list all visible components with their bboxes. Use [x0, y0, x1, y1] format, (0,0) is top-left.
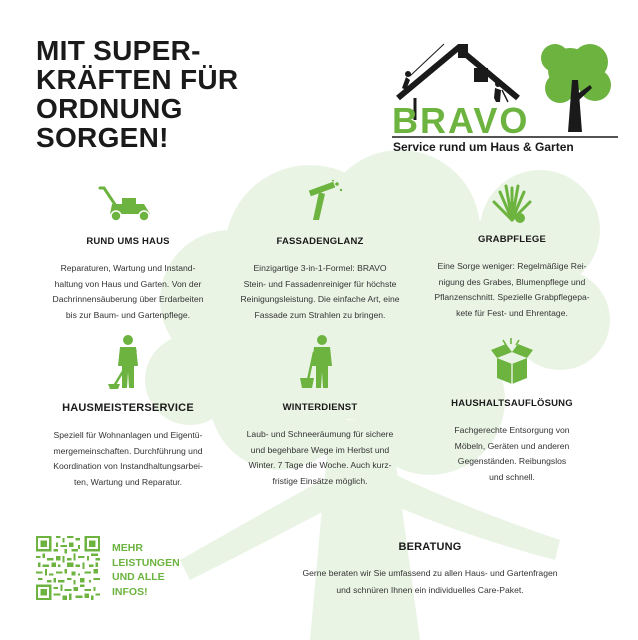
qr-line: LEISTUNGEN [112, 556, 180, 569]
service-line: haltung von Haus und Garten. Von der [54, 278, 202, 289]
service-grabpflege [414, 180, 610, 321]
qr-call-to-action [112, 541, 192, 599]
service-line: und schnell. [489, 471, 535, 482]
service-line: Einzigartige 3-in-1-Formel: BRAVO [253, 263, 387, 273]
bravo-logo [390, 40, 620, 160]
lawn-mower-icon [98, 182, 158, 222]
service-hausmeisterservice [28, 334, 228, 490]
open-box-icon [489, 338, 535, 384]
grave-flowers-icon [490, 180, 534, 224]
beratung-section [230, 541, 630, 599]
service-line: nigung des Grabes, Blumenpflege und [438, 276, 586, 287]
service-title: RUND UMS HAUS [86, 236, 170, 247]
brand-name: BRAVO [392, 100, 530, 141]
beratung-description [230, 565, 630, 599]
headline-line: SORGEN! [36, 122, 169, 153]
beratung-title: BERATUNG [398, 541, 462, 553]
service-line: Fassade zum Strahlen zu bringen. [254, 309, 386, 320]
service-line: Gegenständen. Reibungslos [457, 456, 567, 466]
service-line: kete für Fest- und Ehrentage. [456, 307, 568, 318]
service-title: HAUSMEISTERSERVICE [62, 402, 194, 414]
service-fassadenglanz [222, 180, 418, 323]
service-line: Dachrinnensäuberung über Erdarbeiten [52, 294, 204, 304]
service-title: HAUSHALTSAUFLÖSUNG [451, 398, 573, 409]
service-description [28, 428, 228, 490]
service-line: Stein- und Fassadenreiniger für höchste [243, 278, 397, 289]
qr-line: UND ALLE [112, 571, 165, 583]
service-haushaltsaufloesung [414, 338, 610, 485]
qr-line: MEHR [112, 542, 143, 554]
service-line: und begehbare Wege im Herbst und [250, 444, 390, 455]
snow-shovel-icon [298, 334, 342, 390]
service-line: Fachgerechte Entsorgung von [454, 425, 570, 435]
service-line: Reinigungsleistung. Die einfache Art, eine [240, 294, 400, 304]
headline-line: MIT SUPER- [36, 35, 201, 66]
service-title: WINTERDIENST [282, 402, 358, 413]
beratung-line: Gerne beraten wir Sie umfassend zu allen Haus- und Gartenfragen [302, 568, 558, 578]
service-line: Winter. 7 Tage die Woche. Auch kurz- [248, 460, 392, 470]
service-rund-ums-haus [30, 182, 226, 323]
squeegee-icon [295, 180, 345, 224]
janitor-sweeping-icon [106, 334, 150, 390]
service-description [222, 427, 418, 489]
service-line: Laub- und Schneeräumung für sichere [246, 429, 394, 439]
service-line: Eine Sorge weniger: Regelmäßige Rei- [437, 261, 587, 271]
beratung-line: und schnüren Ihnen ein individuelles Care-Paket. [336, 585, 524, 595]
service-description [222, 261, 418, 323]
service-line: Speziell für Wohnanlagen und Eigentü- [53, 430, 203, 440]
service-line: mergemeinschaften. Durchführung und [53, 445, 203, 456]
service-title: FASSADENGLANZ [276, 236, 364, 247]
service-title: GRABPFLEGE [478, 234, 546, 245]
headline [36, 36, 276, 152]
qr-line: INFOS! [112, 585, 148, 598]
service-line: ten, Wartung und Reparatur. [73, 476, 183, 487]
service-winterdienst [222, 334, 418, 489]
service-line: Koordination von Instandhaltungsarbei- [53, 461, 203, 471]
brand-tagline: Service rund um Haus & Garten [393, 140, 574, 154]
service-line: fristige Einsätze möglich. [272, 475, 368, 486]
service-line: bis zur Baum- und Gartenpflege. [65, 309, 191, 320]
service-description [414, 423, 610, 485]
headline-line: ORDNUNG [36, 93, 183, 124]
service-line: Reparaturen, Wartung und Instand- [60, 263, 196, 273]
service-description [30, 261, 226, 323]
qr-code-icon[interactable] [36, 536, 100, 600]
headline-line: KRÄFTEN FÜR [36, 64, 239, 95]
service-description [414, 259, 610, 321]
service-line: Pflanzenschnitt. Spezielle Grabpflegepa- [434, 292, 590, 302]
service-line: Möbeln, Geräten und anderen [454, 440, 570, 451]
